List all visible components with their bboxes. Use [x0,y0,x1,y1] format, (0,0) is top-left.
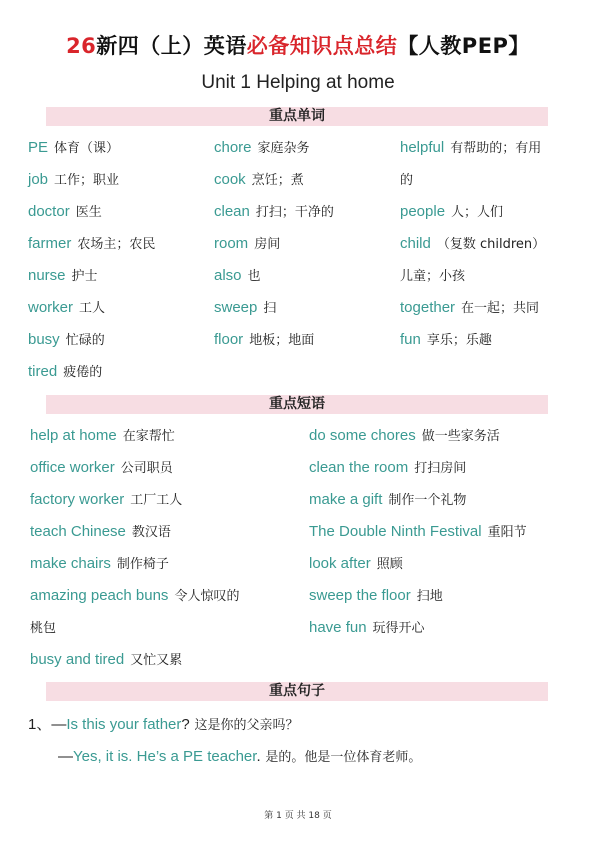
word-item-continuation [400,266,465,287]
sentence-zh: 是的。他是一位体育老师。 [265,750,422,765]
word-item [28,330,105,351]
phrase-zh: 扫地 [416,589,443,604]
word-item [28,234,155,255]
word-zh: 忙碌的 [65,333,105,348]
word-item [214,234,280,255]
phrase-item [309,426,500,447]
sentence-en: Is this your father [66,716,182,733]
phrase-item [309,490,466,511]
word-zh: 的 [400,173,414,188]
word-zh: 房间 [254,237,281,252]
phrase-en: sweep the floor [309,587,411,604]
word-item [214,138,310,159]
word-item [28,202,102,223]
word-zh: 工人 [79,301,106,316]
word-en: cook [214,171,246,188]
word-en: fun [400,331,421,348]
phrase-item [30,522,171,543]
word-en: farmer [28,235,72,252]
phrase-zh: 工厂工人 [130,493,183,508]
word-en: floor [214,331,244,348]
word-en: sweep [214,299,258,316]
page-footer: 第 1 页 共 18 页 [264,811,332,821]
phrase-zh: 重阳节 [487,525,527,540]
phrase-zh: 制作椅子 [116,557,169,572]
sentence-dash: — [58,748,73,765]
word-zh: 儿童；小孩 [400,269,466,284]
word-zh: 有帮助的；有用 [450,141,542,156]
word-item [28,298,105,319]
word-zh: 也 [247,269,261,284]
phrase-en: The Double Ninth Festival [309,523,482,540]
phrase-item [309,586,443,607]
word-zh: 扫 [263,301,277,316]
phrase-en: amazing peach buns [30,587,169,604]
sentence-zh: 这是你的父亲吗？ [194,718,299,733]
word-en: job [28,171,49,188]
sentence-punct: ? [181,716,190,733]
word-en: PE [28,139,49,156]
phrase-zh: 照顾 [376,557,403,572]
word-item [28,362,102,383]
word-zh: 享乐；乐趣 [426,333,492,348]
word-en: room [214,235,249,252]
word-item [28,170,119,191]
word-zh: 体育（课） [54,141,120,156]
word-item [28,138,119,159]
word-item [400,298,539,319]
phrase-item [309,554,403,575]
title-edition: 【人教PEP】 [397,34,530,58]
word-item [214,202,334,223]
phrase-en: look after [309,555,371,572]
phrase-item [309,458,466,479]
word-en: helpful [400,139,445,156]
phrase-item-continuation [30,618,56,639]
phrase-item [309,618,425,639]
title-subject: 英语 [203,34,247,58]
word-zh: 工作；职业 [54,173,120,188]
word-zh: 打扫；干净的 [255,205,334,220]
sentence-answer [58,746,421,768]
word-item [400,330,492,351]
word-item [400,234,545,255]
section-header-sentences: 重点句子 [46,682,548,701]
phrase-en: office worker [30,459,115,476]
sentence-question [28,714,299,736]
phrase-zh: 玩得开心 [372,621,425,636]
word-en: chore [214,139,252,156]
phrase-zh: 打扫房间 [414,461,467,476]
word-zh: 在一起；共同 [461,301,540,316]
word-item [400,202,503,223]
page-title [0,30,596,60]
word-en: doctor [28,203,70,220]
phrase-en: make a gift [309,491,383,508]
unit-title: Unit 1 Helping at home [201,72,395,93]
word-en: also [214,267,242,284]
section-header-phrases: 重点短语 [46,395,548,414]
sentence-number: 1、 [28,716,52,733]
phrase-item [309,522,527,543]
word-item [214,170,304,191]
word-zh: 疲倦的 [63,365,103,380]
phrase-en: teach Chinese [30,523,126,540]
word-en: tired [28,363,58,380]
phrase-zh: 做一些家务活 [421,429,500,444]
word-en: nurse [28,267,66,284]
phrase-en: factory worker [30,491,125,508]
phrase-en: clean the room [309,459,409,476]
word-item [214,266,261,287]
word-zh: 地板；地面 [249,333,315,348]
phrase-zh: 教汉语 [131,525,171,540]
phrase-en: help at home [30,427,117,444]
word-zh: 医生 [75,205,102,220]
sentence-dash: — [51,716,67,733]
sentence-punct: . [256,748,261,765]
word-zh: 护士 [71,269,98,284]
phrase-item [30,490,182,511]
title-topic: 必备知识点总结 [246,34,398,58]
phrase-item [30,426,175,447]
title-number: 26 [66,34,97,58]
word-zh: （复数 children） [436,237,546,252]
word-item [400,138,541,159]
word-item [28,266,98,287]
phrase-zh: 又忙又累 [130,653,183,668]
word-en: together [400,299,456,316]
word-en: worker [28,299,74,316]
phrase-zh: 在家帮忙 [122,429,175,444]
phrase-item [30,554,169,575]
phrase-item [30,586,239,607]
section-header-words: 重点单词 [46,107,548,126]
phrase-en: do some chores [309,427,416,444]
word-en: child [400,235,431,252]
word-item [214,330,314,351]
word-zh: 烹饪；煮 [251,173,304,188]
title-grade: 新四（上） [96,34,204,58]
phrase-zh: 公司职员 [120,461,173,476]
sentence-en: Yes, it is. He’s a PE teacher [73,748,257,765]
word-en: clean [214,203,250,220]
word-item-continuation [400,170,413,191]
phrase-item [30,650,182,671]
word-item [214,298,276,319]
word-zh: 人；人们 [451,205,504,220]
word-en: people [400,203,446,220]
phrase-zh: 令人惊叹的 [174,589,240,604]
phrase-item [30,458,173,479]
phrase-zh: 制作一个礼物 [388,493,467,508]
phrase-en: make chairs [30,555,111,572]
word-zh: 家庭杂务 [257,141,310,156]
phrase-en: busy and tired [30,651,125,668]
word-en: busy [28,331,60,348]
word-zh: 农场主；农民 [77,237,156,252]
phrase-en: have fun [309,619,367,636]
phrase-zh: 桃包 [30,621,57,636]
